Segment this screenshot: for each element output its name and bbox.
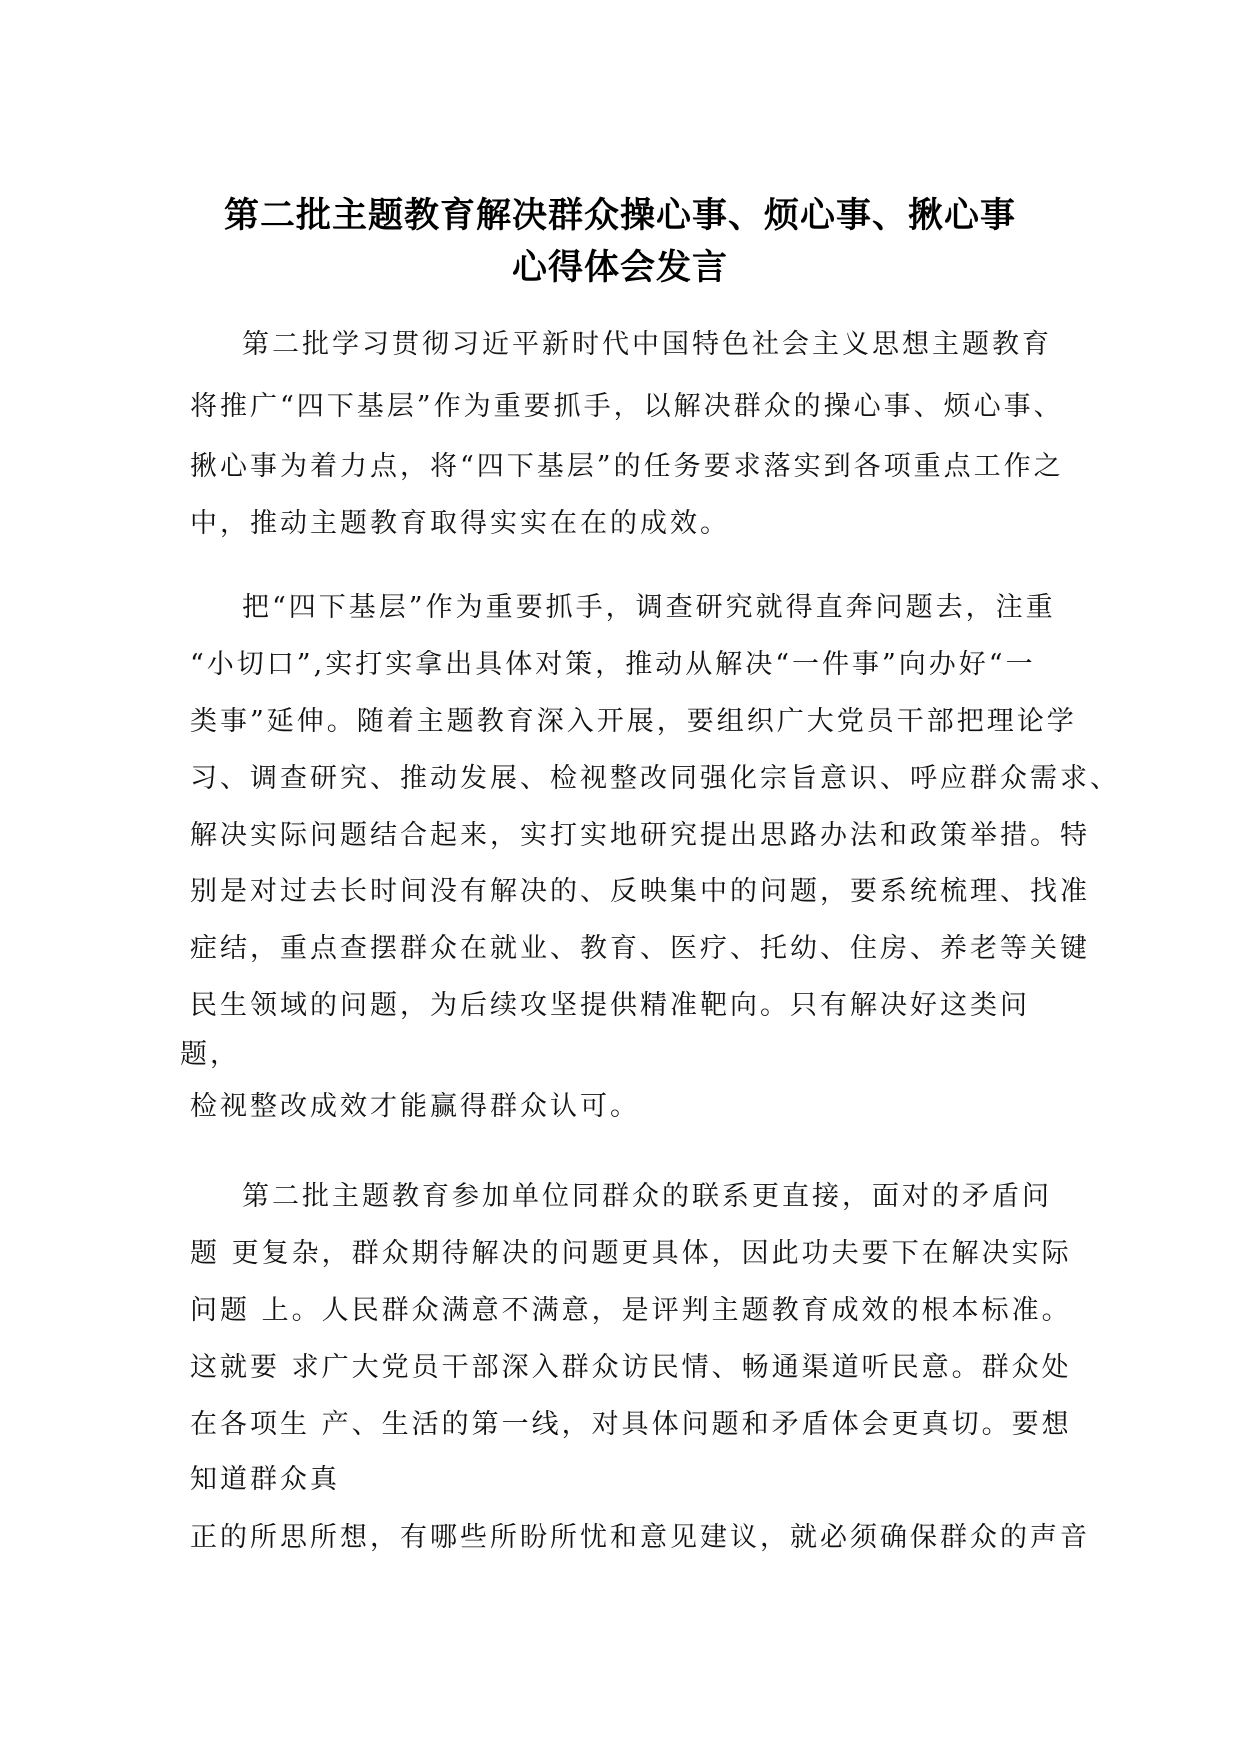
paragraph-line: 揪心事为着力点，将“四下基层”的任务要求落实到各项重点工作之: [190, 451, 1064, 482]
paragraph-line: 第二批主题教育参加单位同群众的联系更直接，面对的矛盾问: [242, 1181, 1052, 1212]
paragraph-line: 第二批学习贯彻习近平新时代中国特色社会主义思想主题教育: [242, 329, 1052, 360]
paragraph-line: 类事”延伸。随着主题教育深入开展，要组织广大党员干部把理论学: [190, 706, 1077, 737]
paragraph-line: 解决实际问题结合起来，实打实地研究提出思路办法和政策举措。特: [190, 820, 1090, 851]
paragraph-line: 把“四下基层”作为重要抓手，调查研究就得直奔问题去，注重: [242, 592, 1056, 623]
paragraph-line: “小切口”,实打实拿出具体对策，推动从解决“一件事”向办好“一: [190, 649, 1036, 680]
paragraph-line: 题 更复杂，群众期待解决的问题更具体，因此功夫要下在解决实际: [190, 1238, 1072, 1269]
paragraph-line: 这就要 求广大党员干部深入群众访民情、畅通渠道听民意。群众处: [190, 1352, 1072, 1383]
document-title-line-2: 心得体会发言: [511, 247, 728, 288]
paragraph-line: 知道群众真: [190, 1464, 340, 1495]
paragraph-line: 将推广“四下基层”作为重要抓手，以解决群众的操心事、烦心事、: [190, 391, 1064, 422]
paragraph-line: 别是对过去长时间没有解决的、反映集中的问题，要系统梳理、找准: [190, 876, 1090, 907]
paragraph-line: 检视整改成效才能赢得群众认可。: [190, 1091, 640, 1122]
paragraph-line: 题，: [180, 1039, 240, 1070]
paragraph-line: 正的所思所想，有哪些所盼所忧和意见建议，就必须确保群众的声音: [190, 1522, 1090, 1553]
paragraph-line: 中，推动主题教育取得实实在在的成效。: [190, 508, 730, 539]
paragraph-line: 民生领域的问题，为后续攻坚提供精准靶向。只有解决好这类问: [190, 990, 1030, 1021]
paragraph-line: 问题 上。人民群众满意不满意，是评判主题教育成效的根本标准。: [190, 1295, 1072, 1326]
paragraph-line: 习、调查研究、推动发展、检视整改同强化宗旨意识、呼应群众需求、: [190, 763, 1120, 794]
paragraph-line: 症结，重点查摆群众在就业、教育、医疗、托幼、住房、养老等关键: [190, 933, 1090, 964]
paragraph-line: 在各项生 产、生活的第一线，对具体问题和矛盾体会更真切。要想: [190, 1409, 1072, 1440]
document-title-line-1: 第二批主题教育解决群众操心事、烦心事、揪心事: [223, 195, 1016, 236]
